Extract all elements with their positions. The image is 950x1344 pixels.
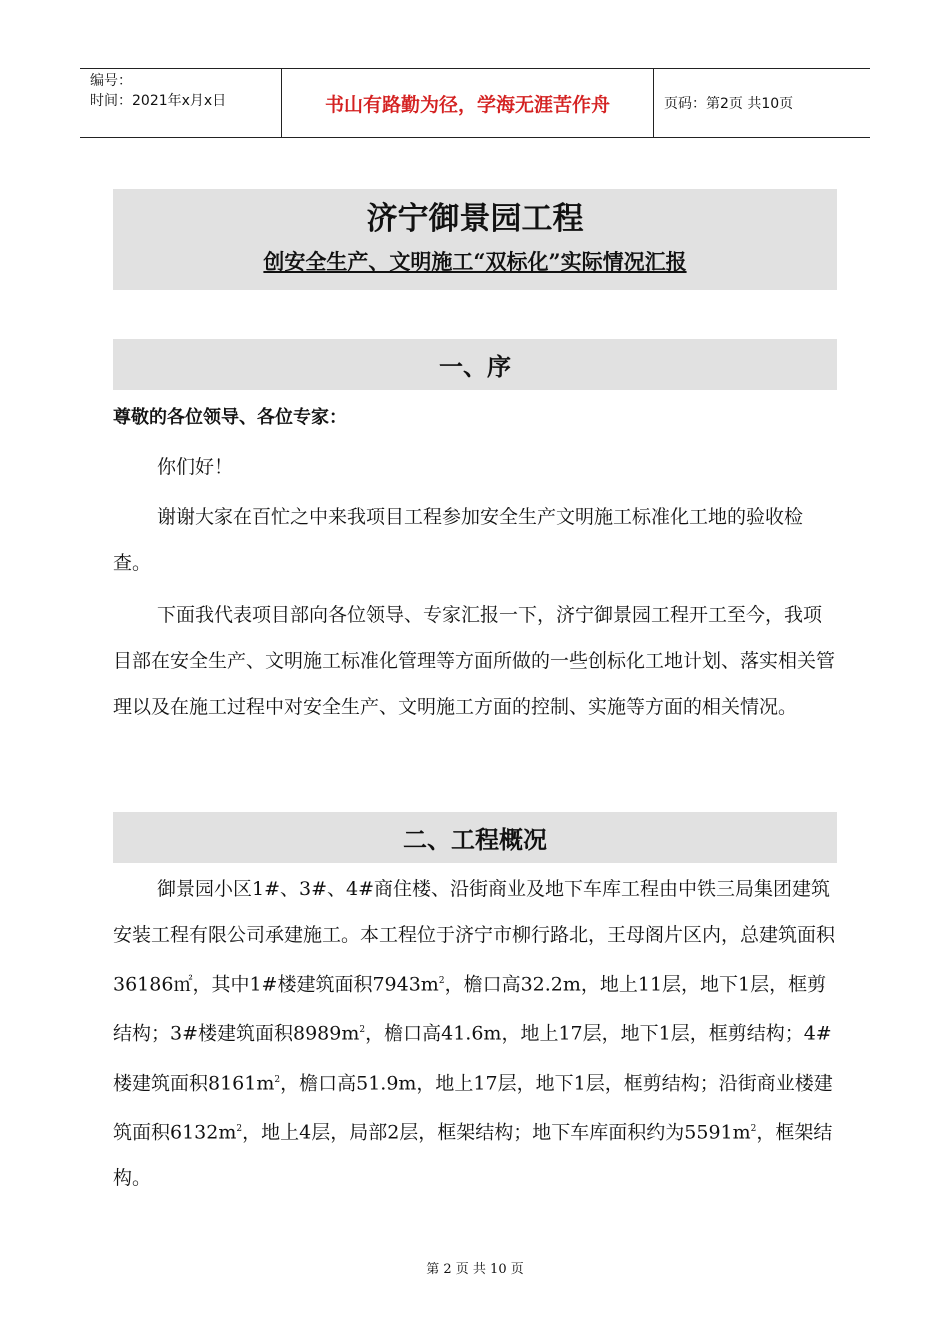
section-heading-text: 一、序: [439, 352, 511, 381]
title-block: [113, 189, 837, 290]
section-heading-overview: [113, 812, 837, 863]
footer-page-number: 第 2 页 共 10 页: [426, 1262, 524, 1277]
motto-text: 书山有路勤为径，学海无涯苦作舟: [324, 93, 610, 116]
section-heading-text: 二、工程概况: [403, 825, 547, 854]
page-footer: [0, 1258, 950, 1277]
date-label: 时间：2021年x月x日: [90, 93, 227, 109]
superscript: 2: [750, 1123, 757, 1134]
superscript: 2: [236, 1123, 243, 1134]
report-intro-text: 下面我代表项目部向各位领导、专家汇报一下，济宁御景园工程开工至今，我项目部在安全生产、文明施工标准化管理等方面所做的一些创标化工地计划、落实相关管理以及在施工过程中对安全生产、文明施工方面的控制、实施等方面的相关情况。: [113, 604, 836, 718]
superscript: 2: [438, 976, 445, 986]
overview-text-a: 御景园小区1#、3#、4#商住楼、沿街商业及地下车库工程由中铁三局集团建筑安装工程有限公司承建施工。本工程位于济宁市柳行路北，王母阁片区内，总建筑面积36186㎡，其中1#楼建筑面积7943m: [113, 878, 836, 996]
greeting: 你们好！: [157, 456, 234, 478]
overview-text-c: ，檐口高41.6m，地上17层，地下1层，框剪结构；4#楼建筑面积8161m: [113, 1022, 832, 1094]
document-title: 济宁御景园工程: [366, 201, 584, 237]
superscript: 2: [274, 1074, 281, 1085]
header-page-cell: [654, 69, 870, 137]
header-meta: [80, 69, 282, 137]
page-header: [80, 68, 870, 138]
superscript: 2: [359, 1025, 366, 1036]
salutation-paragraph: [113, 395, 837, 441]
overview-text-b: ，檐口高32.2m，地上11层，地下1层，框剪结构；3#楼建筑面积8989m: [113, 973, 827, 1045]
overview-text-f: ，框架结构。: [113, 1121, 833, 1190]
page-info: 页码：第2页 共10页: [664, 96, 794, 112]
thanks-paragraph: [113, 494, 837, 586]
salutation: 尊敬的各位领导、各位专家：: [113, 407, 347, 428]
section-heading-preface: [113, 339, 837, 390]
document-subtitle: 创安全生产、文明施工“双标化”实际情况汇报: [263, 249, 687, 274]
overview-text-e: ，地上4层，局部2层，框架结构；地下车库面积约为5591m: [242, 1121, 751, 1144]
overview-paragraph: [113, 866, 837, 1201]
overview-text-d: ，檐口高51.9m，地上17层，地下1层，框剪结构；沿街商业楼建筑面积6132m: [113, 1071, 833, 1144]
greeting-paragraph: [113, 444, 837, 490]
header-motto-cell: [282, 69, 654, 137]
thanks-text: 谢谢大家在百忙之中来我项目工程参加安全生产文明施工标准化工地的验收检查。: [113, 506, 804, 574]
number-label: 编号：: [90, 73, 132, 89]
report-intro-paragraph: [113, 592, 837, 730]
